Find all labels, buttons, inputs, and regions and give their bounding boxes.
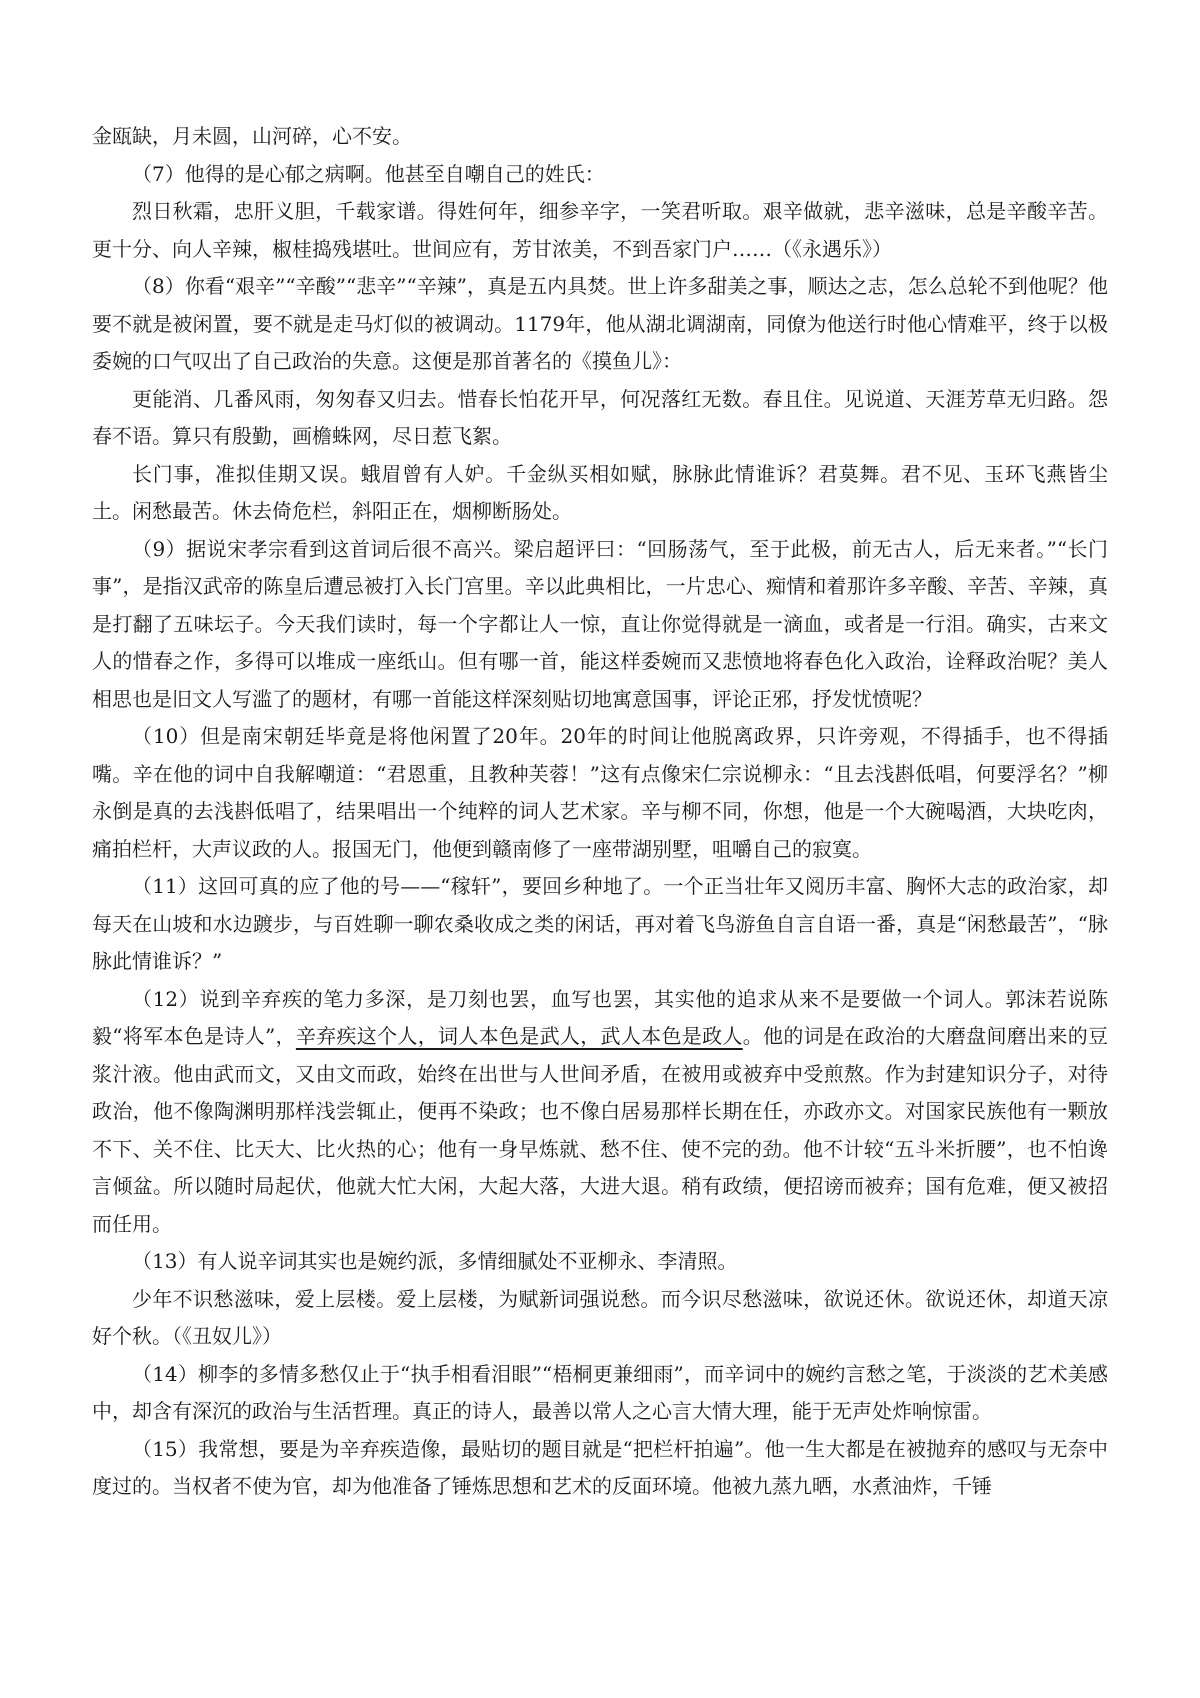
paragraph-15: （15）我常想，要是为辛弃疾造像，最贴切的题目就是“把栏杆拍遍”。他一生大都是在被抛弃的感叹与无奈中度过的。当权者不使为官，却为他准备了锤炼思想和艺术的反面环境。他被九蒸九晒，水煮油炸，千锤 xyxy=(92,1436,1108,1498)
paragraph-11: （11）这回可真的应了他的号——“稼轩”，要回乡种地了。一个正当壮年又阅历丰富、胸怀大志的政治家，却每天在山坡和水边踱步，与百姓聊一聊农桑收成之类的闲话，再对着飞鸟游鱼自言自语一番，真是“闲愁最苦”，“脉脉此情谁诉？” xyxy=(92,874,1108,973)
paragraph-10: （10）但是南宋朝廷毕竟是将他闲置了20年。20年的时间让他脱离政界，只许旁观，不得插手，也不得插嘴。辛在他的词中自我解嘲道：“君恩重，且教种芙蓉！”这有点像宋仁宗说柳永：“且去浅斟低唱，何要浮名？”柳永倒是真的去浅斟低唱了，结果唱出一个纯粹的词人艺术家。辛与柳不同，你想，他是一个大碗喝酒，大块吃肉，痛拍栏杆，大声议政的人。报国无门，他便到赣南修了一座带湖别墅，咀嚼自己的寂寞。 xyxy=(92,724,1108,861)
paragraph-9: （9）据说宋孝宗看到这首词后很不高兴。梁启超评曰：“回肠荡气，至于此极，前无古人，后无来者。”“长门事”，是指汉武帝的陈皇后遭忌被打入长门宫里。辛以此典相比，一片忠心、痴情和着那许多辛酸、辛苦、辛辣，真是打翻了五味坛子。今天我们读时，每一个字都让人一惊，直让你觉得就是一滴血，或者是一行泪。确实，古来文人的惜春之作，多得可以堆成一座纸山。但有哪一首，能这样委婉而又悲愤地将春色化入政治，诠释政治呢？美人相思也是旧文人写滥了的题材，有哪一首能这样深刻贴切地寓意国事，评论正邪，抒发忧愤呢？ xyxy=(92,536,1108,711)
poem-chou-nu-er: 少年不识愁滋味，爱上层楼。爱上层楼，为赋新词强说愁。而今识尽愁滋味，欲说还休。欲说还休，却道天凉好个秋。（《丑奴儿》） xyxy=(92,1286,1108,1348)
paragraph-12-lead: （12）说到辛弃疾的笔力多深，是刀刻也罢，血写也罢，其实他的追求从来不是要做一个词人。郭沫若说陈毅“将军本色是诗人”， xyxy=(92,986,1108,1048)
poem-mo-yu-er-part2: 长门事，准拟佳期又误。蛾眉曾有人妒。千金纵买相如赋，脉脉此情谁诉？君莫舞。君不见、玉环飞燕皆尘土。闲愁最苦。休去倚危栏，斜阳正在，烟柳断肠处。 xyxy=(92,461,1108,523)
poem-yong-yu-le: 烈日秋霜，忠肝义胆，千载家谱。得姓何年，细参辛字，一笑君听取。艰辛做就，悲辛滋味，总是辛酸辛苦。更十分、向人辛辣，椒桂捣残堪吐。世间应有，芳甘浓美，不到吾家门户……（《永遇乐》） xyxy=(92,199,1108,261)
paragraph-12-rest: 。他的词是在政治的大磨盘间磨出来的豆浆汁液。他由武而文，又由文而政，始终在出世与人世间矛盾，在被用或被弃中受煎熬。作为封建知识分子，对待政治，他不像陶渊明那样浅尝辄止，便再不染政；也不像白居易那样长期在任，亦政亦文。对国家民族他有一颗放不下、关不住、比天大、比火热的心；他有一身早炼就、愁不住、使不完的劲。他不计较“五斗米折腰”，也不怕谗言倾盆。所以随时局起伏，他就大忙大闲，大起大落，大进大退。稍有政绩，便招谤而被弃；国有危难，便又被招而任用。 xyxy=(92,1024,1109,1236)
paragraph-14: （14）柳李的多情多愁仅止于“执手相看泪眼”“梧桐更兼细雨”，而辛词中的婉约言愁之笔，于淡淡的艺术美感中，却含有深沉的政治与生活哲理。真正的诗人，最善以常人之心言大情大理，能于无声处炸响惊雷。 xyxy=(92,1361,1108,1423)
paragraph-13: （13）有人说辛词其实也是婉约派，多情细腻处不亚柳永、李清照。 xyxy=(132,1249,738,1273)
paragraph-7: （7）他得的是心郁之病啊。他甚至自嘲自己的姓氏： xyxy=(132,161,605,186)
paragraph-0: 金瓯缺，月未圆，山河碎，心不安。 xyxy=(92,124,412,148)
poem-mo-yu-er-part1: 更能消、几番风雨，匆匆春又归去。惜春长怕花开早，何况落红无数。春且住。见说道、天涯芳草无归路。怨春不语。算只有殷勤，画檐蛛网，尽日惹飞絮。 xyxy=(92,386,1108,448)
underlined-sentence: 辛弃疾这个人，词人本色是武人，武人本色是政人 xyxy=(295,1024,743,1048)
paragraph-8: （8）你看“艰辛”“辛酸”“悲辛”“辛辣”，真是五内具焚。世上许多甜美之事，顺达之志，怎么总轮不到他呢？他要不就是被闲置，要不就是走马灯似的被调动。1179年，他从湖北调湖南，同僚为他送行时他心情难平，终于以极委婉的口气叹出了自己政治的失意。这便是那首著名的《摸鱼儿》： xyxy=(92,274,1108,373)
paragraph-12 xyxy=(92,981,1108,1244)
